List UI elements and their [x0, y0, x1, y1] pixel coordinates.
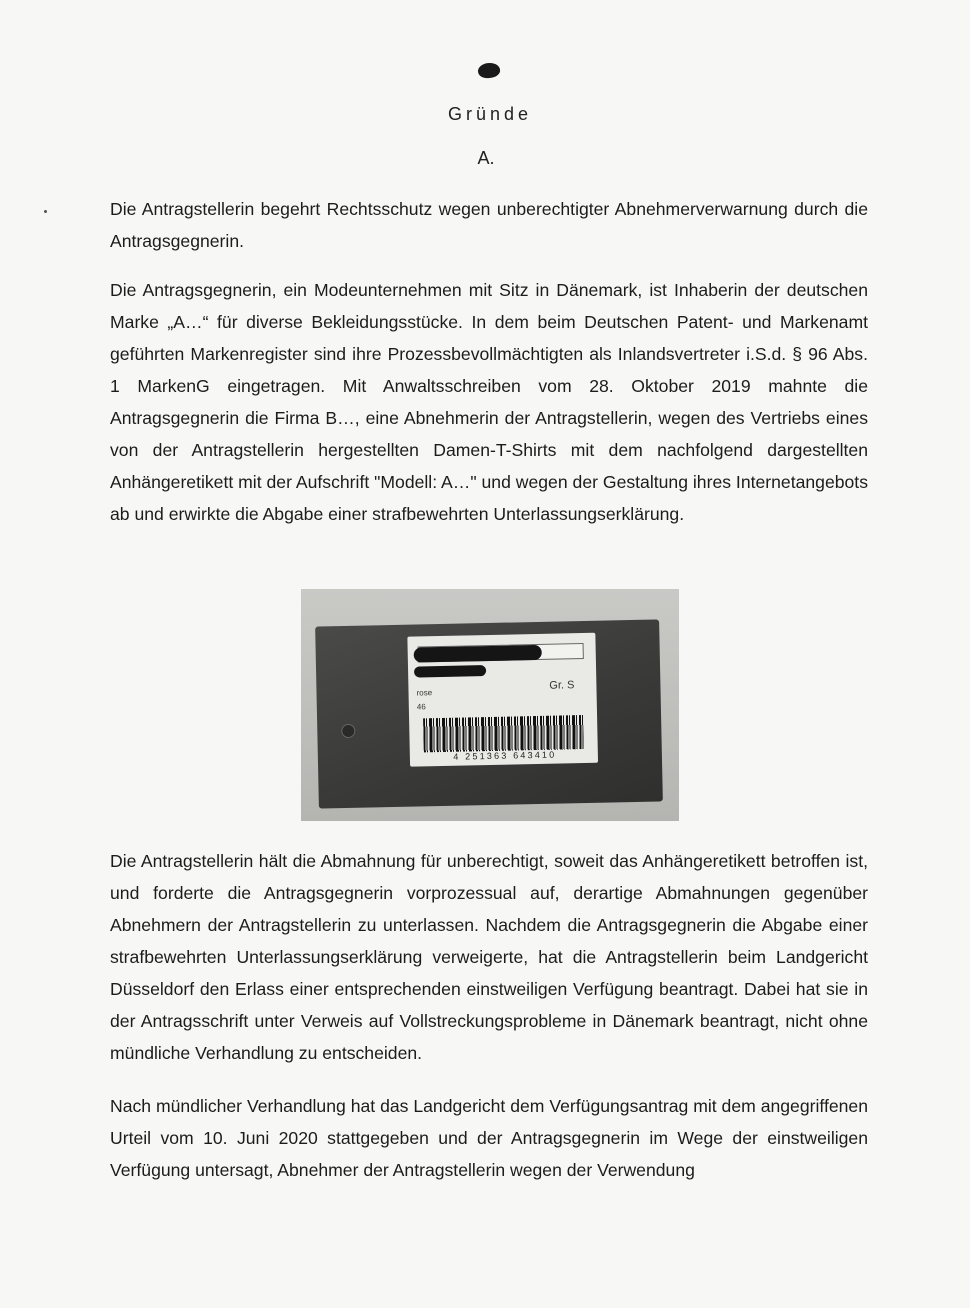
- label-size-text: Gr. S: [549, 679, 575, 692]
- paragraph-4: Nach mündlicher Verhandlung hat das Landgericht dem Verfügungsantrag mit dem angegriffenen Urteil vom 10. Juni 2020 stattgegeben und der Antragsgegnerin im Wege der einstweiligen Verfügung untersagt, Abnehmer der Antragstellerin wegen der Verwendung: [110, 1096, 868, 1180]
- barcode-digits: 4 251363 643410: [453, 749, 557, 762]
- label-number-text: 46: [416, 702, 426, 712]
- label-color-text: rose: [416, 688, 433, 698]
- punch-hole-mark: [477, 62, 501, 80]
- hang-tag: [315, 619, 663, 808]
- paragraph-3: Die Antragstellerin hält die Abmahnung für unberechtigt, soweit das Anhängeretikett betroffen ist, und forderte die Antragsgegnerin vorprozessual auf, derartige Abmahnungen gegenüber Abnehmern der Antragstellerin zu unterlassen. Nachdem die Antragsgegnerin die Abgabe einer strafbewehrten Unterlassungserklärung verweigerte, hat die Antragstellerin beim Landgericht Düsseldorf den Erlass einer entsprechenden einstweiligen Verfügung beantragt. Dabei hat sie in der Antragsschrift unter Verweis auf Vollstreckungsprobleme in Dänemark beantragt, nicht ohne mündliche Verhandlung zu entscheiden.: [110, 851, 868, 1063]
- paragraph-1: Die Antragstellerin begehrt Rechtsschutz wegen unberechtigter Abnehmerverwarnung durch die Antragsgegnerin.: [110, 199, 868, 251]
- redaction-bar: [414, 645, 542, 663]
- hang-tag-photo: [301, 589, 679, 821]
- paragraph-2: Die Antragsgegnerin, ein Modeunternehmen mit Sitz in Dänemark, ist Inhaberin der deutschen Marke „A…“ für diverse Bekleidungsstücke. In dem beim Deutschen Patent- und Markenamt geführten Markenregister sind ihre Prozessbevollmächtigten als Inlandsvertreter i.S.d. § 96 Abs. 1 MarkenG eingetragen. Mit Anwaltsschreiben vom 28. Oktober 2019 mahnte die Antragsgegnerin die Firma B…, eine Abnehmerin der Antragstellerin, wegen des Vertriebs eines von der Antragstellerin hergestellten Damen-T-Shirts mit dem nachfolgend dargestellten Anhängeretikett mit der Aufschrift "Modell: A…" und wegen der Gestaltung ihres Internetangebots ab und erwirkte die Abgabe einer strafbewehrten Unterlassungserklärung.: [110, 280, 868, 524]
- tag-hole: [341, 724, 355, 738]
- scan-speck: [44, 210, 47, 213]
- section-number: A.: [477, 148, 495, 168]
- section-heading: Gründe: [447, 104, 533, 124]
- redaction-bar: [414, 665, 486, 678]
- barcode: [423, 715, 584, 752]
- tag-label: [407, 633, 598, 767]
